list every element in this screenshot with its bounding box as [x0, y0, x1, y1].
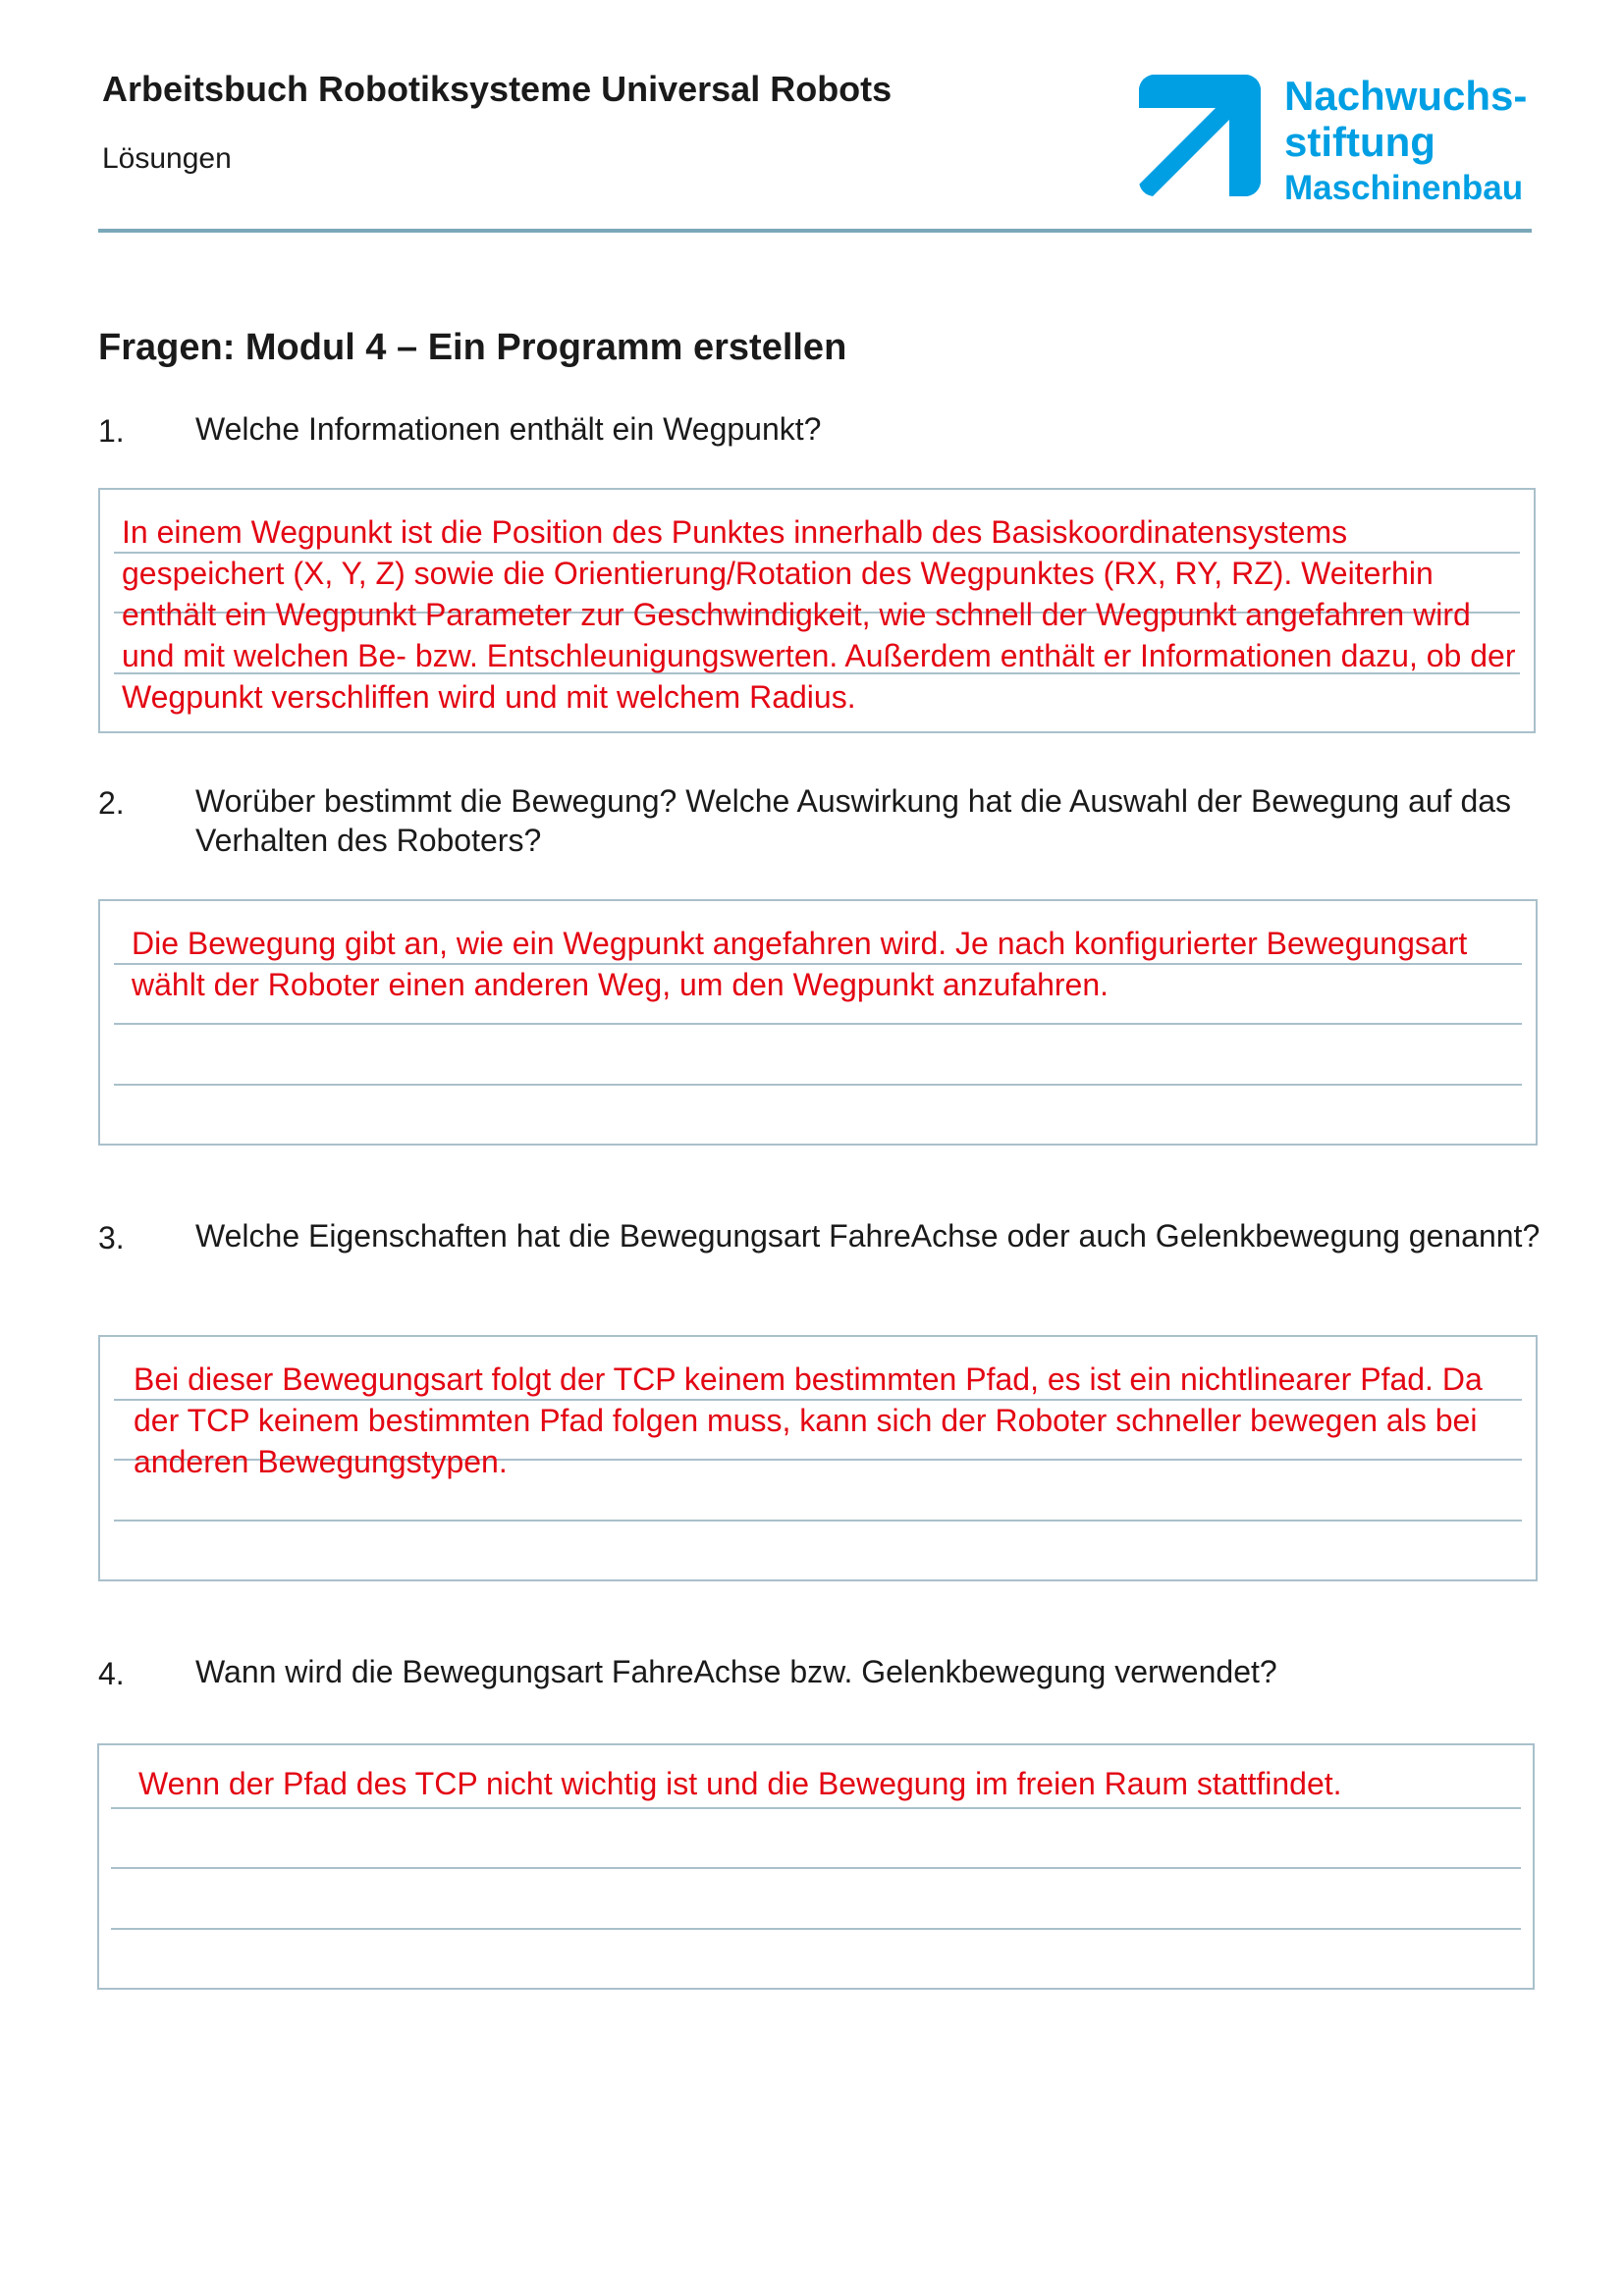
- arrow-up-right-icon: [1139, 75, 1261, 196]
- answer-box: [98, 1335, 1538, 1581]
- header-divider: [98, 229, 1532, 233]
- document-subtitle: Lösungen: [102, 142, 232, 175]
- question-number: 4.: [98, 1656, 125, 1691]
- logo-wordmark: [1284, 73, 1527, 211]
- answer-box: [98, 899, 1538, 1146]
- document-title: Arbeitsbuch Robotiksysteme Universal Robots: [102, 69, 893, 109]
- question-text: Wann wird die Bewegungsart FahreAchse bzw. Gelenkbewegung verwendet?: [195, 1654, 1277, 1689]
- logo-line-1: Nachwuchs-: [1284, 73, 1528, 119]
- question-text: Welche Eigenschaften hat die Bewegungsart FahreAchse oder auch Gelenkbewegung genannt?: [195, 1218, 1541, 1254]
- ruled-line: [111, 1928, 1521, 1930]
- ruled-line: [114, 1023, 1522, 1025]
- answer-text: Wenn der Pfad des TCP nicht wichtig ist und die Bewegung im freien Raum stattfindet.: [138, 1766, 1342, 1801]
- ruled-line: [111, 1807, 1521, 1809]
- ruled-line: [111, 1867, 1521, 1869]
- logo-line-3: Maschinenbau: [1284, 169, 1524, 207]
- question-number: 2.: [98, 785, 125, 821]
- ruled-line: [114, 1520, 1522, 1522]
- answer-text: Die Bewegung gibt an, wie ein Wegpunkt angefahren wird. Je nach konfigurierter Bewegungsart wählt der Roboter einen anderen Weg, um den Wegpunkt anzufahren.: [132, 926, 1468, 1002]
- section-title: Fragen: Modul 4 – Ein Programm erstellen: [98, 327, 847, 368]
- answer-box: [98, 488, 1536, 733]
- logo-line-2: stiftung: [1284, 119, 1435, 165]
- logo: [1139, 73, 1551, 207]
- answer-text: Bei dieser Bewegungsart folgt der TCP keinem bestimmten Pfad, es ist ein nichtlinearer Pfad. Da der TCP keinem bestimmten Pfad folgen muss, kann sich der Roboter schneller bewegen als bei anderen Bewegungstypen.: [134, 1362, 1483, 1479]
- ruled-line: [114, 1084, 1522, 1086]
- answer-box: [97, 1743, 1535, 1990]
- question-text: Worüber bestimmt die Bewegung? Welche Auswirkung hat die Auswahl der Bewegung auf das Verhalten des Roboters?: [195, 783, 1512, 858]
- question-text: Welche Informationen enthält ein Wegpunkt?: [195, 411, 822, 447]
- question-number: 3.: [98, 1220, 125, 1255]
- answer-text: In einem Wegpunkt ist die Position des Punktes innerhalb des Basiskoordinatensystems gespeichert (X, Y, Z) sowie die Orientierung/Rotation des Wegpunktes (RX, RY, RZ). Weiterhin enthält ein Wegpunkt Parameter zur Geschwindigkeit, wie schnell der Wegpunkt angefahren wird und mit welchen Be- bzw. Entschleunigungswerten. Außerdem enthält er Informationen dazu, ob der Wegpunkt verschliffen wird und mit welchem Radius.: [122, 514, 1516, 715]
- question-number: 1.: [98, 413, 125, 449]
